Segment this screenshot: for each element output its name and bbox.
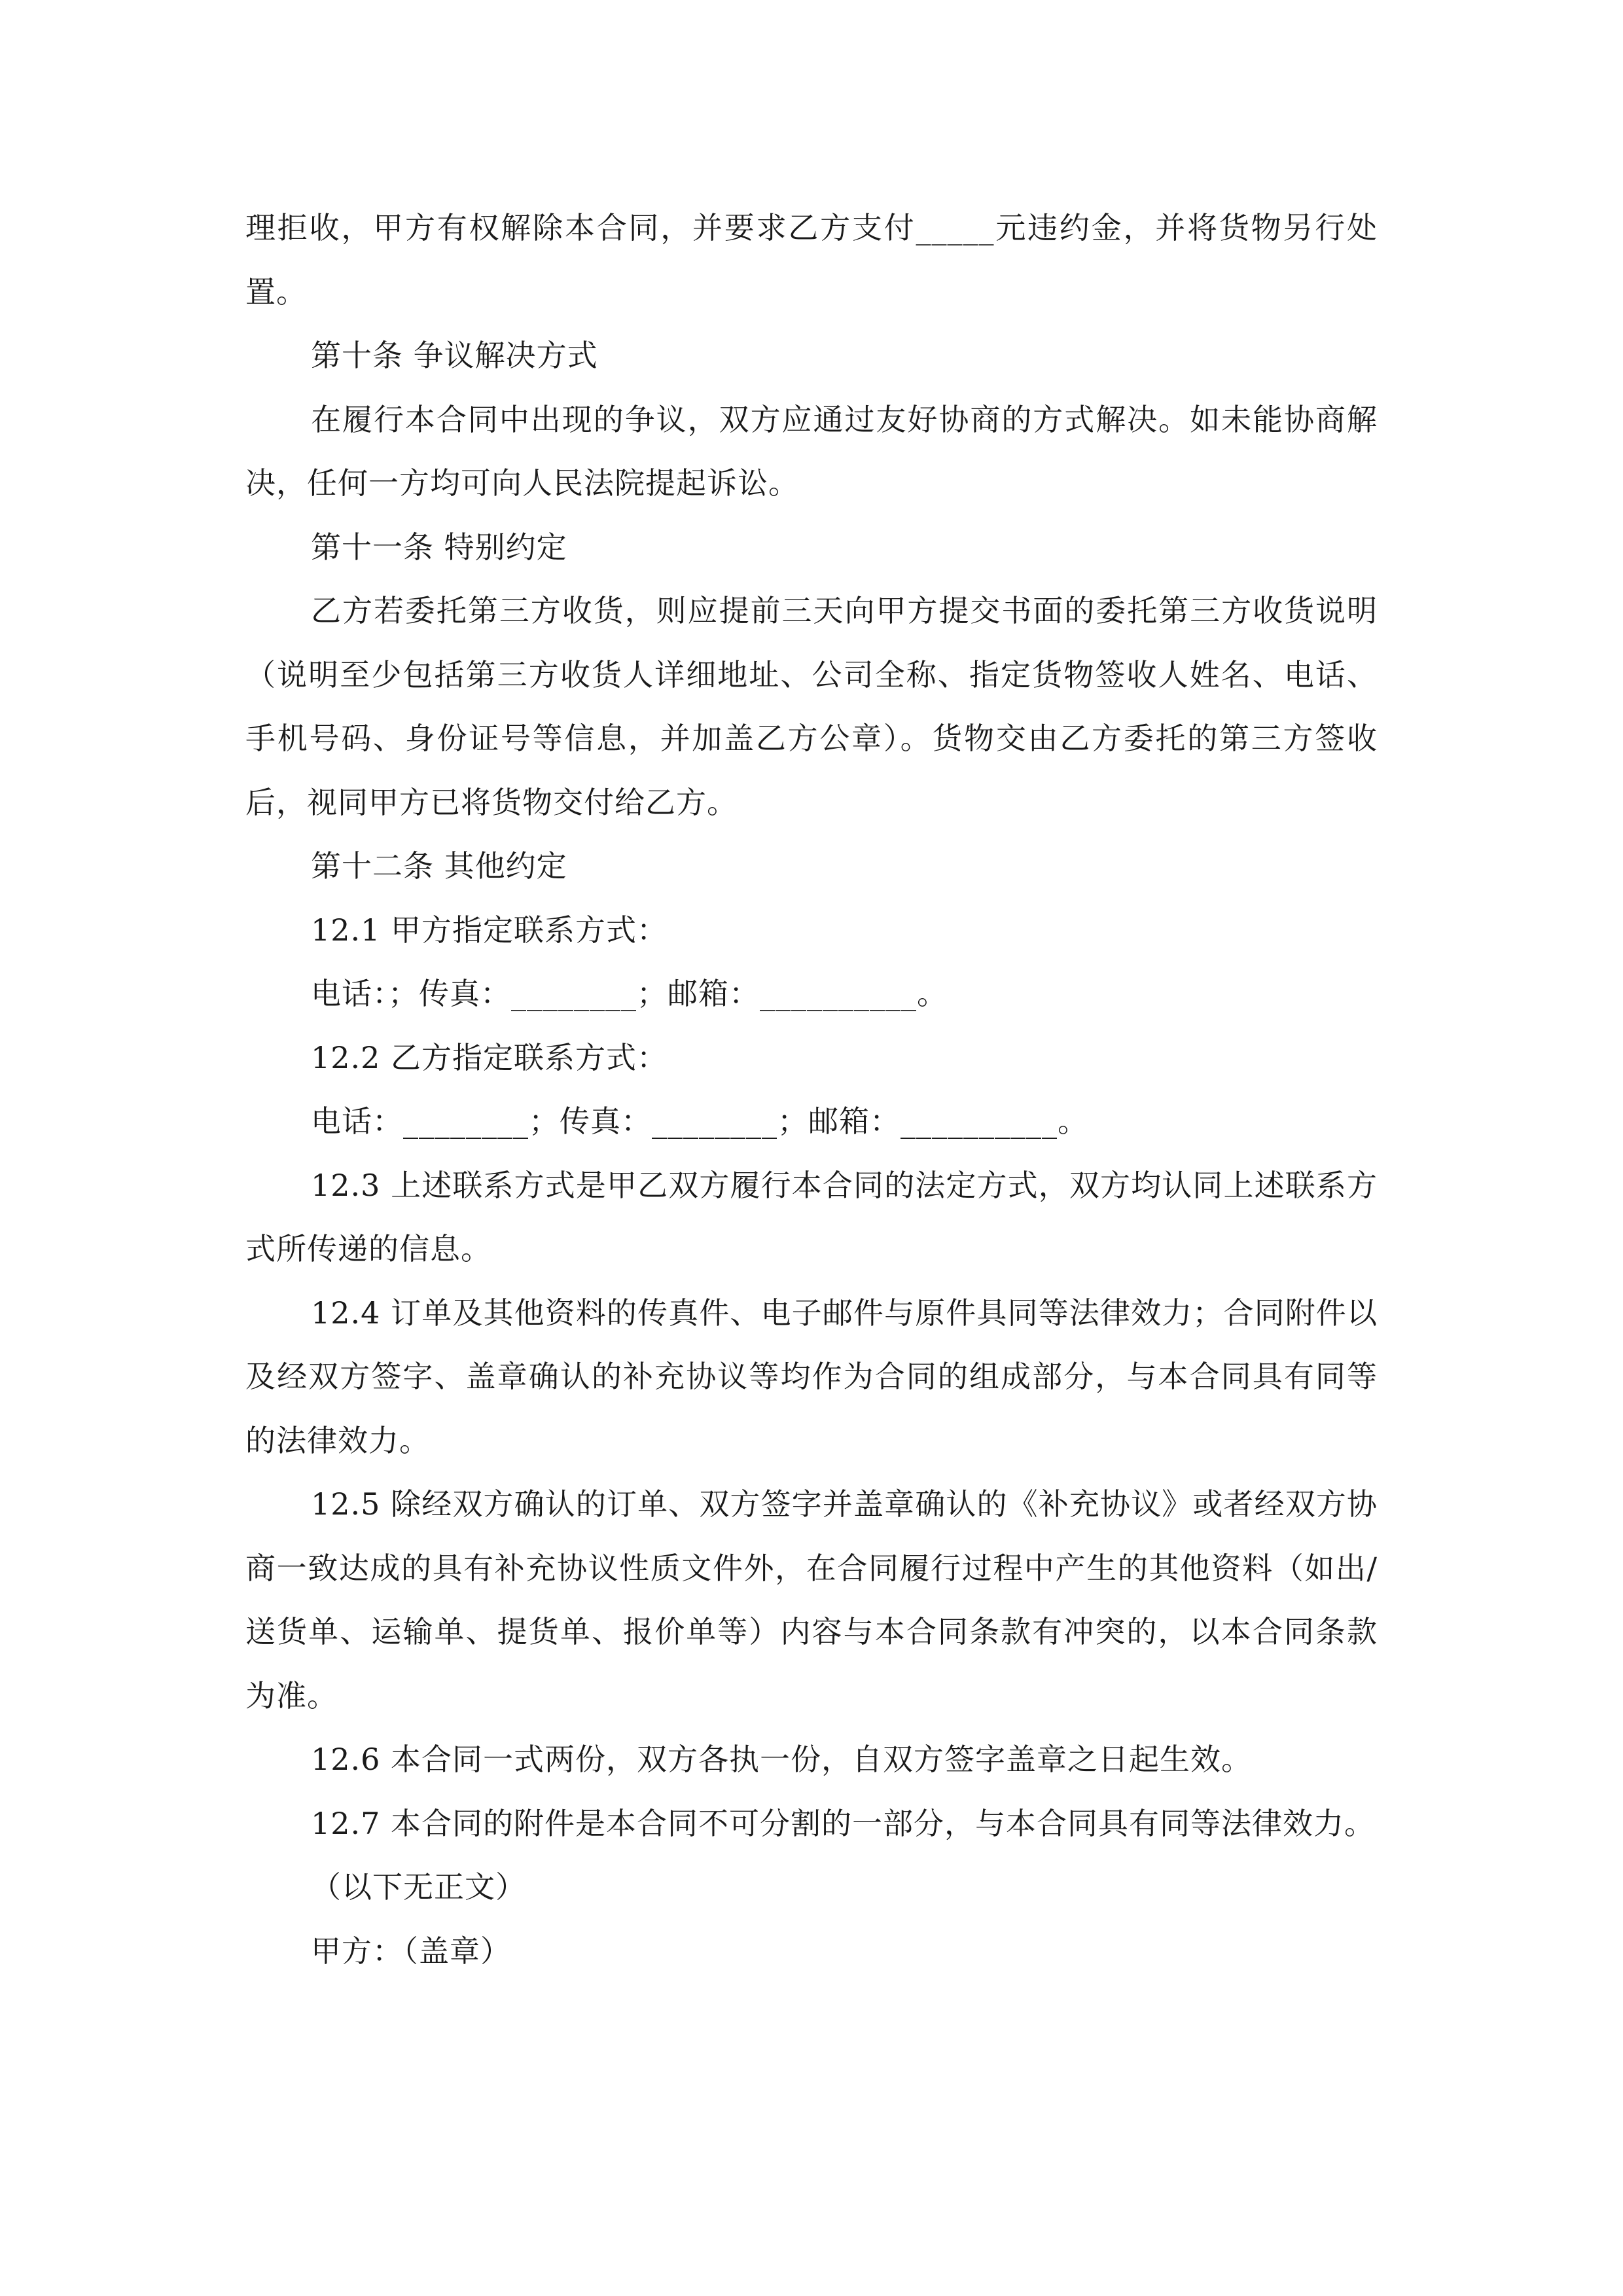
clause-12-3: 12.3 上述联系方式是甲乙双方履行本合同的法定方式，双方均认同上述联系方式所传递的信息。 <box>245 1167 1378 1266</box>
heading-article-11: 第十一条 特别约定 <box>311 529 567 565</box>
contact-party-a: 电话：；传真：________；邮箱：__________。 <box>311 976 948 1011</box>
clause-12-6: 12.6 本合同一式两份，双方各执一份，自双方签字盖章之日起生效。 <box>311 1742 1253 1777</box>
heading-article-10: 第十条 争议解决方式 <box>311 338 598 373</box>
heading-article-12: 第十二条 其他约定 <box>311 848 567 884</box>
clause-12-1: 12.1 甲方指定联系方式： <box>311 912 668 948</box>
paragraph-dispute-resolution: 在履行本合同中出现的争议，双方应通过友好协商的方式解决。如未能协商解决，任何一方均可向人民法院提起诉讼。 <box>245 401 1378 501</box>
paragraph-special-agreement: 乙方若委托第三方收货，则应提前三天向甲方提交书面的委托第三方收货说明（说明至少包括第三方收货人详细地址、公司全称、指定货物签收人姓名、电话、手机号码、身份证号等信息，并加盖乙方公章）。货物交由乙方委托的第三方签收后，视同甲方已将货物交付给乙方。 <box>245 593 1378 820</box>
clause-12-5: 12.5 除经双方确认的订单、双方签字并盖章确认的《补充协议》或者经双方协商一致达成的具有补充协议性质文件外，在合同履行过程中产生的其他资料（如出/送货单、运输单、提货单、报价单等）内容与本合同条款有冲突的，以本合同条款为准。 <box>245 1486 1378 1713</box>
clause-12-4: 12.4 订单及其他资料的传真件、电子邮件与原件具同等法律效力；合同附件以及经双方签字、盖章确认的补充协议等均作为合同的组成部分，与本合同具有同等的法律效力。 <box>245 1295 1378 1458</box>
signature-party-a: 甲方：（盖章） <box>311 1933 511 1969</box>
no-further-text-note: （以下无正文） <box>311 1869 526 1905</box>
paragraph-breach-continuation: 理拒收，甲方有权解除本合同，并要求乙方支付_____元违约金，并将货物另行处置。 <box>245 210 1378 310</box>
clause-12-2: 12.2 乙方指定联系方式： <box>311 1039 668 1075</box>
document-page <box>245 196 1378 1983</box>
clause-12-7: 12.7 本合同的附件是本合同不可分割的一部分，与本合同具有同等法律效力。 <box>311 1805 1376 1841</box>
contact-party-b: 电话：________；传真：________；邮箱：__________。 <box>311 1103 1088 1139</box>
